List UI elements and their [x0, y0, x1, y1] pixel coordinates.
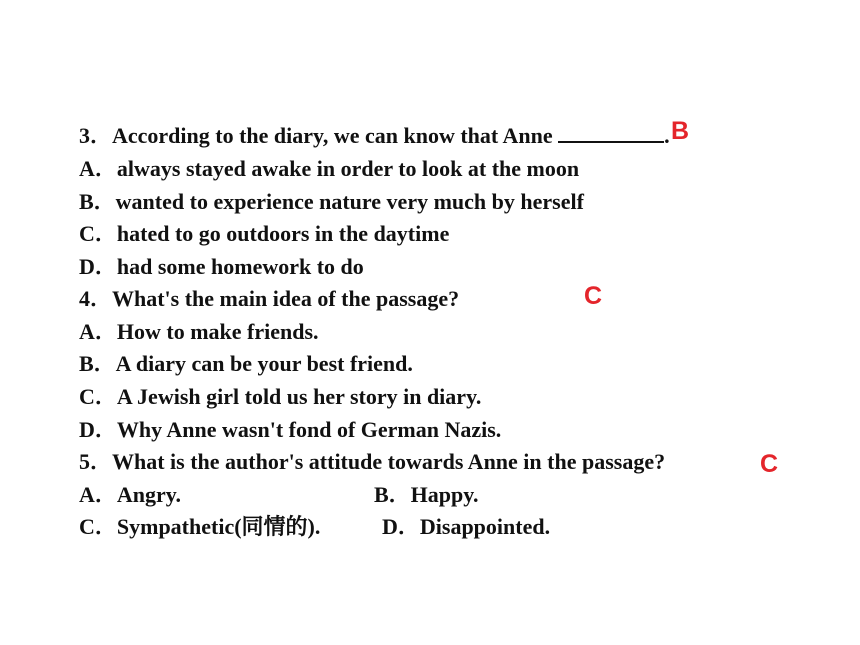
q3-option-b: B．wanted to experience nature very much by herself [79, 189, 584, 214]
q5-options-row2 [79, 514, 551, 540]
q4-stem: 4．What's the main idea of the passage? [79, 286, 460, 311]
q3-stem-text: 3．According to the diary, we can know that Anne [79, 123, 559, 148]
q4-option-a: A．How to make friends. [79, 319, 319, 344]
q5-stem: 5．What is the author's attitude towards Anne in the passage? [79, 449, 666, 474]
q3-option-c: C．hated to go outdoors in the daytime [79, 221, 450, 246]
q4-answer: C [584, 282, 603, 310]
q3-stem [79, 123, 670, 149]
q5-answer: C [760, 450, 779, 478]
q5-option-c: C．Sympathetic(同情的). [79, 514, 321, 539]
q5-option-b: B．Happy. [374, 482, 479, 507]
q3-stem-end: . [664, 123, 670, 148]
q4-option-c: C．A Jewish girl told us her story in diary. [79, 384, 482, 409]
q3-blank [558, 123, 664, 143]
q3-option-d: D．had some homework to do [79, 254, 364, 279]
q5-options-row1 [79, 482, 479, 508]
q4-option-d: D．Why Anne wasn't fond of German Nazis. [79, 417, 502, 442]
q5-option-d: D．Disappointed. [382, 514, 551, 539]
q5-option-a: A．Angry. [79, 482, 182, 507]
q4-option-b: B．A diary can be your best friend. [79, 351, 413, 376]
q3-option-a: A．always stayed awake in order to look at the moon [79, 156, 580, 181]
q3-answer: B [671, 117, 690, 145]
